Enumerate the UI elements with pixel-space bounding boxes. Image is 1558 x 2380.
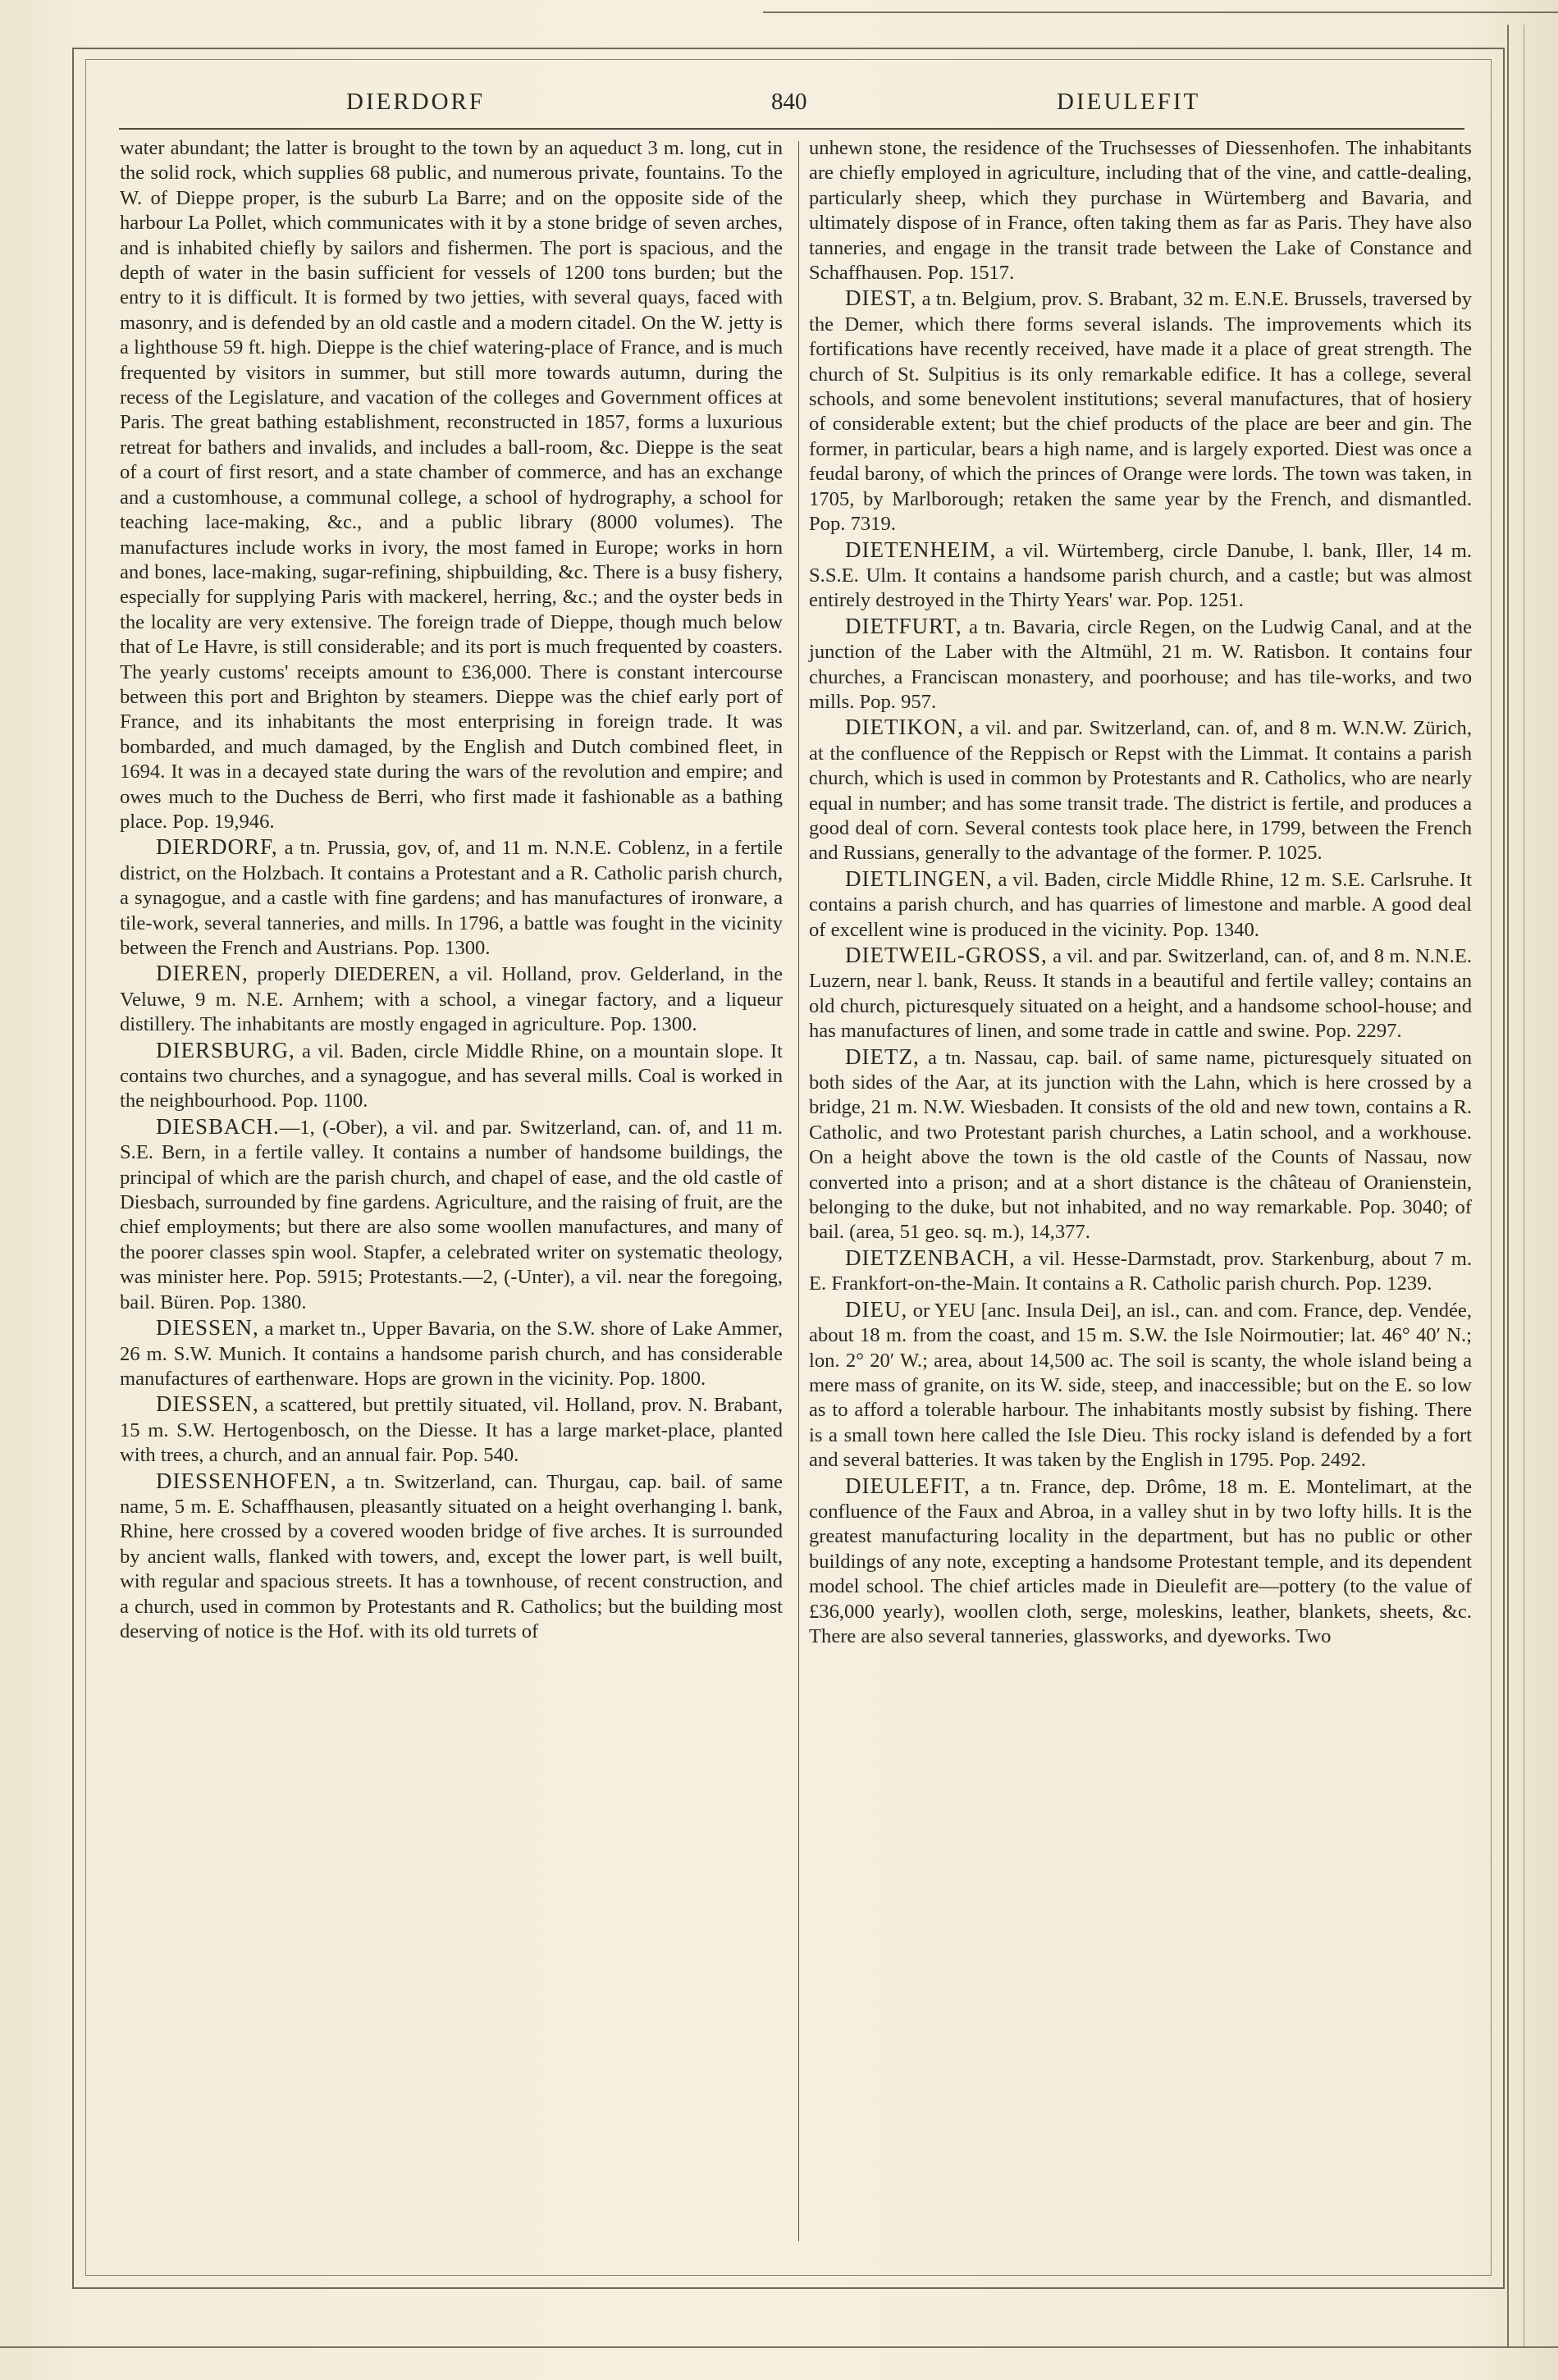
gazetteer-entry bbox=[809, 1297, 1472, 1473]
entry-text: or YEU [anc. Insula Dei], an isl., can. and com. France, dep. Vendée, about 18 m. from the coast, and 15 m. S.W. the Isle Noirmoutier; lat. 46° 40′ N.; lon. 2° 20′ W.; area, about 14,500 ac. The soil is scanty, the whole island being a mere mass of granite, on its W. side, steep, and inaccessible; but on the E. so low as to afford a tolerable harbour. The inhabitants mostly subsist by fishing. There is a small town here called the Isle Dieu. This rocky island is defended by a fort and several batteries. It was taken by the English in 1795. Pop. 2492. bbox=[809, 1299, 1472, 1472]
entry-text: a tn. Bavaria, circle Regen, on the Ludwig Canal, and at the junction of the Laber with the Altmühl, 21 m. W. Ratisbon. It contains four churches, a Franciscan monastery, and poorhouse; and has tile-works, and two mills. Pop. 957. bbox=[809, 615, 1472, 713]
gazetteer-entry bbox=[809, 866, 1472, 943]
entry-term: DIESSEN, bbox=[156, 1391, 259, 1417]
entry-text: a scattered, but prettily situated, vil. Holland, prov. N. Brabant, 15 m. S.W. Hertogenbosch, on the Diesse. It has a large market-place, planted with trees, a church, and an annual fair. Pop. 540. bbox=[120, 1394, 783, 1467]
entry-text: a tn. Prussia, gov, of, and 11 m. N.N.E. Coblenz, in a fertile district, on the Holzbach. It contains a Protestant and a R. Catholic parish church, a synagogue, and a castle with fine gardens; and has manufactures of ironware, a tile-work, several tanneries, and mills. In 1796, a battle was fought in the vicinity between the French and Austrians. Pop. 1300. bbox=[120, 837, 783, 959]
gazetteer-entry bbox=[809, 614, 1472, 715]
entry-term: DIESBACH. bbox=[156, 1113, 280, 1139]
entry-text: a vil. Würtemberg, circle Danube, l. bank, Iller, 14 m. S.S.E. Ulm. It contains a handsome parish church, and a castle; but was almost entirely destroyed in the Thirty Years' war. Pop. 1251. bbox=[809, 539, 1472, 612]
entry-term: DIETIKON, bbox=[845, 715, 964, 740]
gazetteer-entry bbox=[120, 961, 783, 1037]
entry-text: a market tn., Upper Bavaria, on the S.W. shore of Lake Ammer, 26 m. S.W. Munich. It contains a handsome parish church, and has considerable manufactures of earthenware. Hops are grown in the vicinity. Pop. 1800. bbox=[120, 1318, 783, 1390]
gazetteer-entry bbox=[809, 1245, 1472, 1297]
entry-text: a vil. and par. Switzerland, can. of, and 8 m. W.N.W. Zürich, at the confluence of the Reppisch or Repst with the Limmat. It contains a parish church, which is used in common by Protestants and R. Catholics, who are nearly equal in number; and has some transit trade. The district is fertile, and produces a good deal of corn. Several contests took place here, in 1799, between the French and Russians, generally to the advantage of the former. P. 1025. bbox=[809, 717, 1472, 865]
bottom-border-rule bbox=[0, 2346, 1558, 2348]
entry-term: DIETLINGEN, bbox=[845, 866, 993, 891]
gazetteer-entry bbox=[120, 1038, 783, 1114]
continued-entry-text: unhewn stone, the residence of the Truchsesses of Diessenhofen. The inhabitants are chiefly employed in agriculture, including that of the vine, and cattle-dealing, particularly sheep, which they purchase in Würtemberg and Bavaria, and ultimately dispose of in France, often taking them as far as Paris. They have also tanneries, and engage in the transit trade between the Lake of Constance and Schaffhausen. Pop. 1517. bbox=[809, 137, 1472, 285]
gazetteer-entry bbox=[809, 715, 1472, 866]
column-divider bbox=[798, 141, 799, 2241]
continued-entry-text: water abundant; the latter is brought to the town by an aqueduct 3 m. long, cut in the solid rock, which supplies 68 public, and numerous private, fountains. To the W. of Dieppe proper, is the suburb La Barre; and on the opposite side of the harbour La Pollet, which communicates with it by a stone bridge of seven arches, and is inhabited chiefly by sailors and fishermen. The port is spacious, and the depth of water in the basin sufficient for vessels of 1200 tons burden; but the entry to it is difficult. It is formed by two jetties, with several quays, faced with masonry, and is defended by an old castle and a modern citadel. On the W. jetty is a lighthouse 59 ft. high. Dieppe is the chief watering-place of France, and is much frequented by visitors in summer, but still more towards autumn, during the recess of the Legislature, and vacation of the colleges and Government offices at Paris. The great bathing establishment, reconstructed in 1857, forms a luxurious retreat for bathers and invalids, and includes a ball-room, &c. Dieppe is the seat of a court of first resort, and a state chamber of commerce, and has an exchange and a customhouse, a communal college, a school of hydrography, a school for teaching lace-making, &c., and a public library (8000 volumes). The manufactures include works in ivory, the most famed in Europe; works in horn and bones, lace-making, sugar-refining, shipbuilding, &c. There is a busy fishery, especially for supplying Paris with mackerel, herring, &c.; and the oyster beds in the locality are very extensive. The foreign trade of Dieppe, though much below that of Le Havre, is still considerable; and its port is much frequented by coasters. The yearly customs' receipts amount to £36,000. There is constant intercourse between this port and Brighton by steamers. Dieppe was the chief early port of France, and its inhabitants the most enterprising in foreign trade. It was bombarded, and much damaged, by the English and Dutch combined fleet, in 1694. It was in a decayed state during the wars of the revolution and empire; and owes much to the Duchess de Berri, who first made it fashionable as a bathing place. Pop. 19,946. bbox=[120, 137, 783, 833]
entry-text: properly DIEDEREN, a vil. Holland, prov. Gelderland, in the Veluwe, 9 m. N.E. Arnhem; with a school, a vinegar factory, and a liqueur distillery. The inhabitants are mostly engaged in agriculture. Pop. 1300. bbox=[120, 963, 783, 1036]
entry-term: DIETENHEIM, bbox=[845, 537, 997, 562]
gazetteer-entry bbox=[120, 1391, 783, 1468]
entry-term: DIESSEN, bbox=[156, 1315, 259, 1341]
gazetteer-entry bbox=[809, 286, 1472, 537]
gazetteer-entry bbox=[120, 1469, 783, 1645]
entry-term: DIETFURT, bbox=[845, 613, 962, 638]
header-rule bbox=[119, 128, 1464, 130]
running-header bbox=[107, 89, 1469, 121]
entry-text: a tn. Nassau, cap. bail. of same name, picturesquely situated on both sides of the Aar, at its junction with the Lahn, which is here crossed by a bridge, 21 m. N.W. Wiesbaden. It consists of the old and new town, contains a R. Catholic, and two Protestant parish churches, a Latin school, and a workhouse. On a height above the town is the old castle of the Counts of Nassau, now converted into a prison; and at a short distance is the château of Oranienstein, belonging to the duke, but not inhabited, and no way remarkable. Pop. 3040; of bail. (area, 51 geo. sq. m.), 14,377. bbox=[809, 1046, 1472, 1244]
entry-text: a vil. Baden, circle Middle Rhine, 12 m. S.E. Carlsruhe. It contains a parish church, and has quarries of limestone and marble. A good deal of excellent wine is produced in the vicinity. Pop. 1340. bbox=[809, 868, 1472, 941]
entry-text: a tn. Belgium, prov. S. Brabant, 32 m. E.N.E. Brussels, traversed by the Demer, which there forms several islands. The improvements which its fortifications have recently received, have made it a place of great strength. The church of St. Sulpitius is its only remarkable edifice. It has a college, several schools, and some benevolent institutions; several manufactures, that of hosiery of considerable extent; but the chief products of the place are beer and gin. The former, in particular, bears a high name, and is largely exported. Diest was once a feudal barony, of which the princes of Orange were lords. The town was taken, in 1705, by Marlborough; retaken the same year by the French, and dismantled. Pop. 7319. bbox=[809, 288, 1472, 536]
entry-term: DIETZENBACH, bbox=[845, 1245, 1016, 1270]
gazetteer-entry bbox=[120, 1114, 783, 1315]
gazetteer-entry bbox=[809, 537, 1472, 614]
entry-text: a tn. Switzerland, can. Thurgau, cap. bail. of same name, 5 m. E. Schaffhausen, pleasantly situated on a height overhanging l. bank, Rhine, here crossed by a covered wooden bridge of five arches. It is surrounded by ancient walls, flanked with towers, and, except the lower part, is well built, with regular and spacious streets. It has a townhouse, of recent construction, and a church, used in common by Protestants and R. Catholics; but the building most deserving of notice is the Hof. with its old turrets of bbox=[120, 1470, 783, 1642]
right-column bbox=[809, 136, 1472, 1649]
entry-term: DIETWEIL-GROSS, bbox=[845, 943, 1048, 967]
right-edge-rules bbox=[1507, 25, 1558, 2346]
entry-text: a vil. Baden, circle Middle Rhine, on a mountain slope. It contains two churches, and a synagogue, and has several mills. Coal is worked in the neighbourhood. Pop. 1100. bbox=[120, 1039, 783, 1112]
entry-term: DIEULEFIT, bbox=[845, 1473, 971, 1498]
page-number: 840 bbox=[771, 89, 807, 115]
entry-term: DIEREN, bbox=[156, 961, 249, 986]
entry-text: a vil. Hesse-Darmstadt, prov. Starkenburg, about 7 m. E. Frankfort-on-the-Main. It contains a R. Catholic parish church. Pop. 1239. bbox=[809, 1247, 1472, 1295]
gazetteer-entry bbox=[809, 1473, 1472, 1650]
entry-term: DIERDORF, bbox=[156, 834, 278, 860]
gazetteer-entry bbox=[809, 943, 1472, 1044]
entry-term: DIETZ, bbox=[845, 1044, 920, 1069]
gazetteer-entry bbox=[120, 834, 783, 961]
entry-text: a vil. and par. Switzerland, can. of, and 8 m. N.N.E. Luzern, near l. bank, Reuss. It stands in a beautiful and fertile valley; contains an old church, picturesquely situated on a height, and a handsome school-house; and has manufactures of linen, and some trade in cattle and swine. Pop. 2297. bbox=[809, 945, 1472, 1043]
entry-term: DIEU, bbox=[845, 1296, 908, 1322]
entry-term: DIERSBURG, bbox=[156, 1037, 295, 1062]
entry-text: —1, (-Ober), a vil. and par. Switzerland, can. of, and 11 m. S.E. Bern, in a fertile valley. It contains a number of handsome buildings, the principal of which are the parish church, and chapel of ease, and the old castle of Diesbach, surrounded by fine gardens. Agriculture, and the raising of fruit, are the chief employments; but there are also some woollen manufactures, and many of the poorer classes spin wool. Stapfer, a celebrated writer on systematic theology, was minister here. Pop. 5915; Protestants.—2, (-Unter), a vil. near the foregoing, bail. Büren. Pop. 1380. bbox=[120, 1116, 783, 1313]
gazetteer-entry bbox=[120, 1315, 783, 1391]
entry-term: DIEST, bbox=[845, 286, 917, 311]
gazetteer-entry bbox=[809, 1044, 1472, 1245]
right-headword: DIEULEFIT bbox=[1057, 89, 1201, 115]
entry-term: DIESSENHOFEN, bbox=[156, 1468, 337, 1493]
left-headword: DIERDORF bbox=[346, 89, 486, 115]
entry-text: a tn. France, dep. Drôme, 18 m. E. Montelimart, at the confluence of the Faux and Abroa, in a valley shut in by two lofty hills. It is the greatest manufacturing locality in the department, but has no public or other buildings of any note, excepting a handsome Protestant temple, and its dependent model school. The chief articles made in Dieulefit are—pottery (to the value of £36,000 yearly), woollen cloth, serge, moleskins, leather, blankets, sheets, &c. There are also several tanneries, glassworks, and dyeworks. Two bbox=[809, 1475, 1472, 1647]
top-border-rule bbox=[763, 11, 1558, 13]
left-column bbox=[120, 136, 783, 1644]
